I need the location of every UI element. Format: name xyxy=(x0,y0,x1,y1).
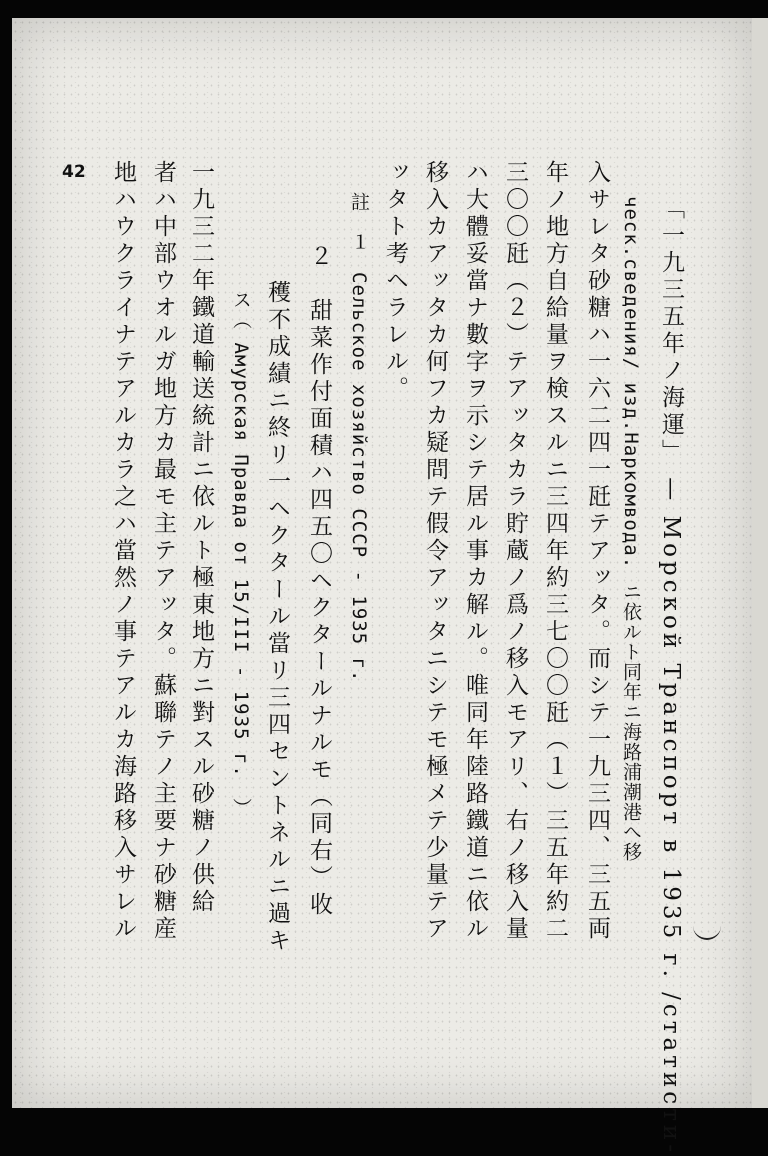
text-column: 一九三二年鐵道輸送統計ニ依ルト極東地方ニ對スル砂糖ノ供給 xyxy=(188,160,214,916)
text-column: 三〇〇瓩（２）テアッタカラ貯蔵ノ爲ノ移入モアリ、右ノ移入量 xyxy=(502,160,528,943)
footnote-line: 穫不成績ニ終リ一ヘクタール當リ三四セントネルニ過キ xyxy=(264,280,290,955)
text-column: 地ハウクライナテアルカラ之ハ當然ノ事テアルカ海路移入サレル xyxy=(110,160,136,943)
text-column: ッタト考ヘラレル。 xyxy=(382,160,408,403)
text-column: 移入カアッタカ何フカ疑問テ假令アッタニシテモ極メテ少量テア xyxy=(422,160,448,943)
text-column: ハ大體妥當ナ數字ヲ示シテ居ル事カ解ル。唯同年陸路鐵道ニ依ル xyxy=(462,160,488,943)
text-column: 「一九三五年ノ海運」 — Морской Транспорт в 1935 г. /статисти- xyxy=(658,196,684,1156)
page-number: 42 xyxy=(62,162,86,182)
text-column: 年ノ地方自給量ヲ検スルニ三四年約三七〇〇瓩（１）三五年約二 xyxy=(542,160,568,943)
footnote-line: ２ 甜菜作付面積ハ四五〇ヘクタールナルモ（同右）收 xyxy=(306,244,332,919)
text-column: 入サレタ砂糖ハ一六二四一瓩テアッタ。而シテ一九三四、三五両 xyxy=(584,160,610,943)
text-column: 者ハ中部ウオルガ地方カ最モ主テアッタ。蘇聯テノ主要ナ砂糖産 xyxy=(150,160,176,943)
text-column: ческ.сведения/ изд.Наркомвода. ニ依ルト同年ニ海路浦潮港へ移 xyxy=(620,196,642,862)
footnote-line: 註 １ Сельское хозяйство СССР - 1935 г. xyxy=(348,192,370,683)
page-edge xyxy=(752,18,768,1108)
footnote-line: ス（ Амурская Правда от 15/III - 1935 г. ） xyxy=(230,290,252,818)
